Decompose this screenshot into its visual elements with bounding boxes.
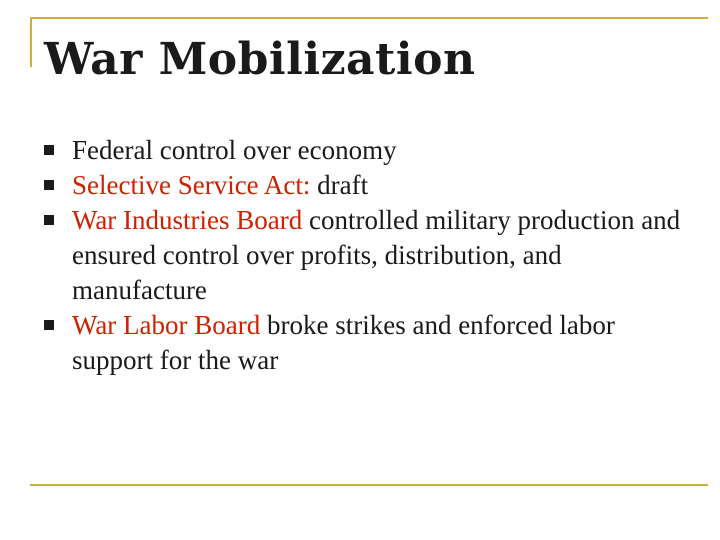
bullet-highlight: Selective Service Act:: [72, 170, 311, 200]
frame-left-rule: [30, 17, 32, 67]
square-bullet-icon: [44, 180, 54, 190]
square-bullet-icon: [44, 215, 54, 225]
bullet-item: [44, 133, 684, 168]
bullet-text: draft: [310, 170, 369, 200]
bullet-highlight: War Labor Board: [72, 310, 261, 340]
slide-title: War Mobilization: [44, 34, 476, 85]
square-bullet-icon: [44, 320, 54, 330]
bullet-text: Federal control over economy: [72, 135, 397, 165]
bullet-item: [44, 168, 684, 203]
frame-top-rule: [30, 17, 708, 19]
bullet-list: [44, 133, 684, 378]
square-bullet-icon: [44, 145, 54, 155]
bullet-text: broke strikes and enforced labor support for the war: [72, 310, 615, 375]
bullet-item: [44, 203, 684, 308]
bullet-item: [44, 308, 684, 378]
bullet-highlight: War Industries Board: [72, 205, 303, 235]
frame-bottom-rule: [30, 484, 708, 486]
bullet-text: controlled military production and ensured control over profits, distribution, and manufacture: [72, 205, 681, 305]
